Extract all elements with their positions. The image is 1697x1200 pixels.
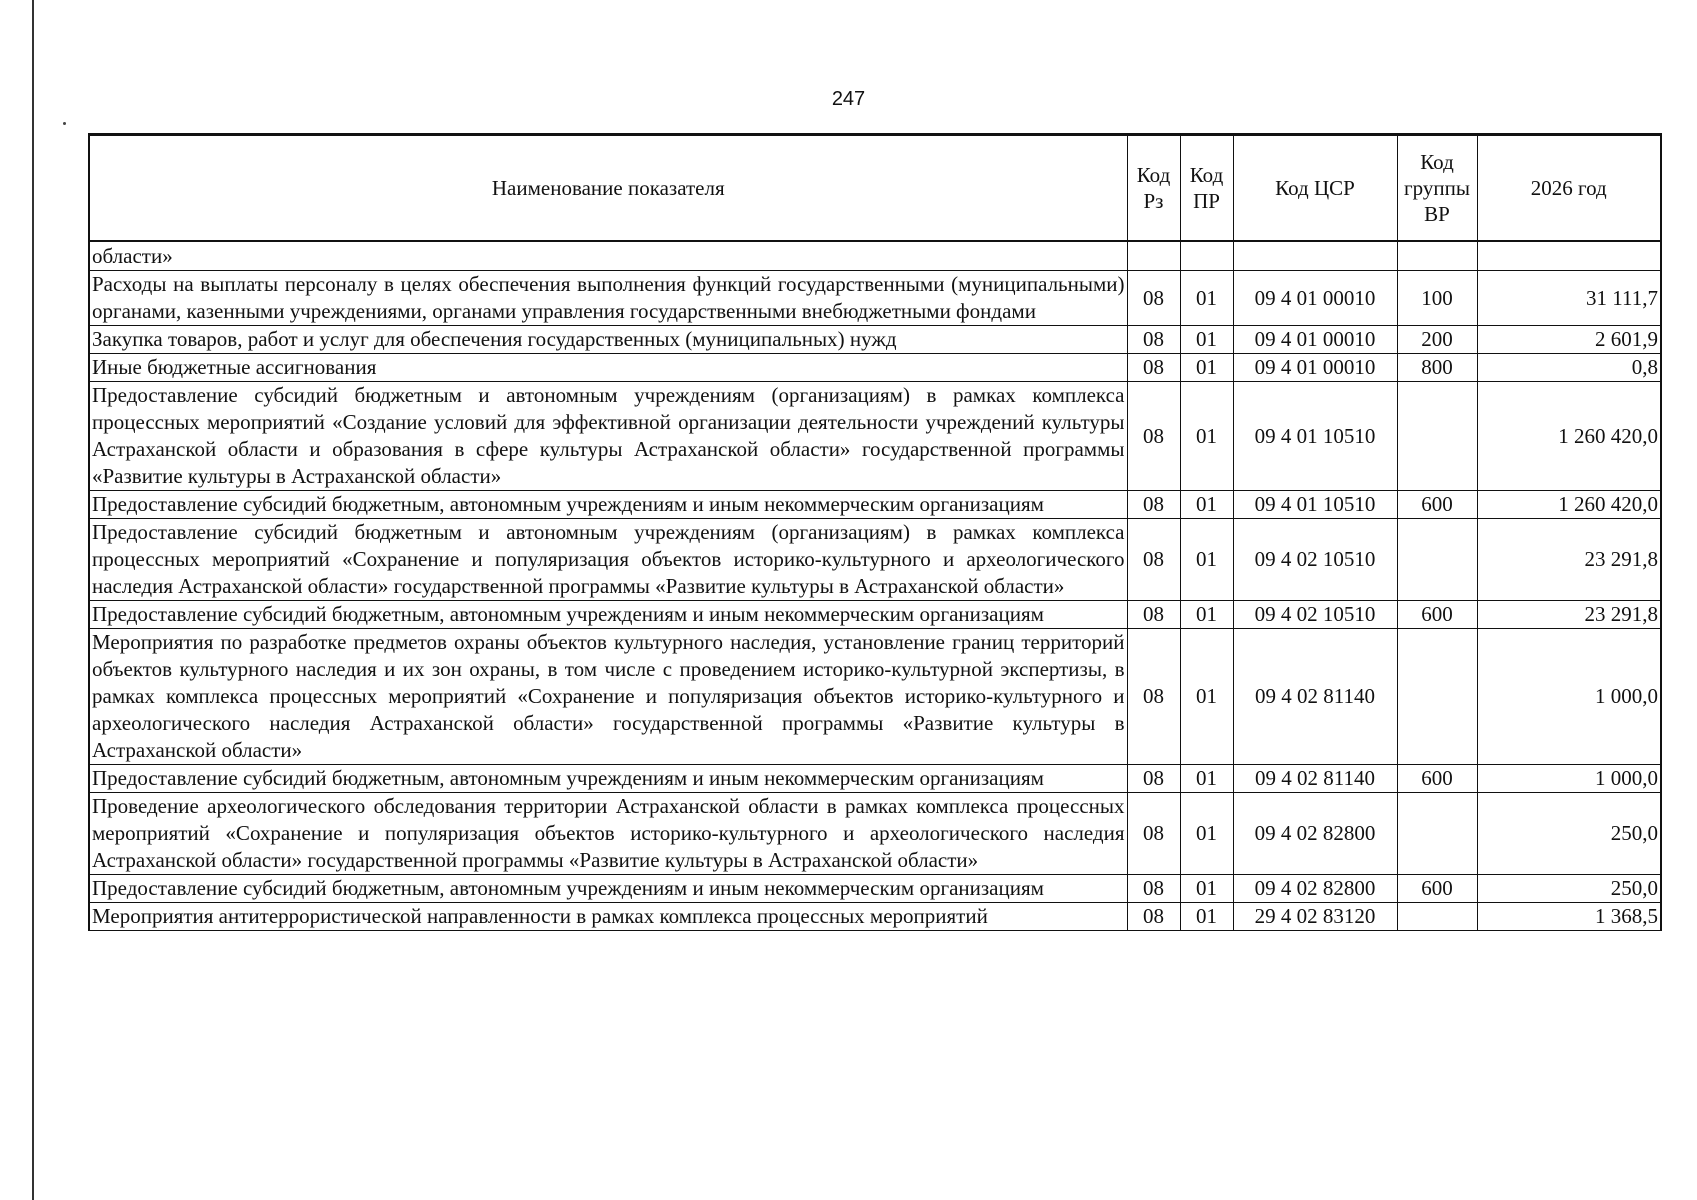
table-row (89, 354, 1661, 382)
header-name: Наименование показателя (89, 135, 1127, 242)
table-row (89, 765, 1661, 793)
row-amount: 2 601,9 (1477, 326, 1661, 354)
row-name: Мероприятия антитеррористической направленности в рамках комплекса процессных мероприятий (89, 903, 1127, 931)
row-csr: 09 4 01 00010 (1233, 354, 1397, 382)
row-name: Мероприятия по разработке предметов охраны объектов культурного наследия, установление границ территорий объектов культурного наследия и их зон охраны, в том числе с проведением историко-культурной экспертизы, в рамках комплекса процессных мероприятий «Сохранение и популяризация объектов историко-культурного и археологического наследия Астраханской области» государственной программы «Развитие культуры в Астраханской области» (89, 629, 1127, 765)
row-vr (1397, 241, 1477, 271)
header-pr: Код ПР (1180, 135, 1233, 242)
row-name: Предоставление субсидий бюджетным, автономным учреждениям и иным некоммерческим организациям (89, 875, 1127, 903)
page-number: 247 (831, 88, 866, 110)
row-name: Закупка товаров, работ и услуг для обеспечения государственных (муниципальных) нужд (89, 326, 1127, 354)
row-vr (1397, 903, 1477, 931)
row-vr: 600 (1397, 765, 1477, 793)
row-vr: 600 (1397, 601, 1477, 629)
row-name: Предоставление субсидий бюджетным, автономным учреждениям и иным некоммерческим организациям (89, 601, 1127, 629)
row-name: Предоставление субсидий бюджетным и автономным учреждениям (организациям) в рамках комплекса процессных мероприятий «Создание условий для эффективной организации деятельности учреждений культуры Астраханской области и образования в сфере культуры Астраханской области» государственной программы «Развитие культуры в Астраханской области» (89, 382, 1127, 491)
row-csr: 09 4 02 10510 (1233, 519, 1397, 601)
row-amount: 23 291,8 (1477, 601, 1661, 629)
row-csr: 09 4 01 10510 (1233, 491, 1397, 519)
row-pr: 01 (1180, 793, 1233, 875)
table-row (89, 382, 1661, 491)
row-pr: 01 (1180, 765, 1233, 793)
budget-table (88, 133, 1662, 931)
row-vr (1397, 382, 1477, 491)
row-rz: 08 (1127, 326, 1180, 354)
row-csr: 09 4 01 00010 (1233, 326, 1397, 354)
row-amount: 250,0 (1477, 875, 1661, 903)
row-csr: 09 4 02 82800 (1233, 793, 1397, 875)
row-csr: 09 4 02 10510 (1233, 601, 1397, 629)
scan-dot (63, 122, 66, 125)
row-vr (1397, 793, 1477, 875)
row-vr: 200 (1397, 326, 1477, 354)
row-pr: 01 (1180, 519, 1233, 601)
table-row (89, 875, 1661, 903)
table-row (89, 903, 1661, 931)
row-rz: 08 (1127, 875, 1180, 903)
row-rz: 08 (1127, 519, 1180, 601)
row-vr: 600 (1397, 875, 1477, 903)
row-pr: 01 (1180, 491, 1233, 519)
row-pr: 01 (1180, 382, 1233, 491)
row-name: Предоставление субсидий бюджетным, автономным учреждениям и иным некоммерческим организациям (89, 765, 1127, 793)
row-csr: 09 4 01 10510 (1233, 382, 1397, 491)
row-name: Иные бюджетные ассигнования (89, 354, 1127, 382)
table-row (89, 629, 1661, 765)
row-amount: 250,0 (1477, 793, 1661, 875)
row-name: Предоставление субсидий бюджетным, автономным учреждениям и иным некоммерческим организациям (89, 491, 1127, 519)
row-amount: 0,8 (1477, 354, 1661, 382)
row-csr: 09 4 02 82800 (1233, 875, 1397, 903)
header-year: 2026 год (1477, 135, 1661, 242)
row-pr: 01 (1180, 354, 1233, 382)
row-pr: 01 (1180, 601, 1233, 629)
row-rz (1127, 241, 1180, 271)
row-vr: 600 (1397, 491, 1477, 519)
row-pr: 01 (1180, 271, 1233, 326)
row-pr: 01 (1180, 629, 1233, 765)
row-name: Проведение археологического обследования территории Астраханской области в рамках комплекса процессных мероприятий «Сохранение и популяризация объектов историко-культурного и археологического наследия Астраханской области» государственной программы «Развитие культуры в Астраханской области» (89, 793, 1127, 875)
table-row (89, 601, 1661, 629)
row-rz: 08 (1127, 354, 1180, 382)
row-amount: 1 000,0 (1477, 765, 1661, 793)
row-name: области» (89, 241, 1127, 271)
row-vr (1397, 519, 1477, 601)
table-row (89, 519, 1661, 601)
row-csr: 29 4 02 83120 (1233, 903, 1397, 931)
row-csr: 09 4 02 81140 (1233, 765, 1397, 793)
row-name: Расходы на выплаты персоналу в целях обеспечения выполнения функций государственными (муниципальными) органами, казенными учреждениями, органами управления государственными внебюджетными фондами (89, 271, 1127, 326)
header-rz: Код Рз (1127, 135, 1180, 242)
row-pr: 01 (1180, 875, 1233, 903)
row-rz: 08 (1127, 793, 1180, 875)
row-amount: 1 260 420,0 (1477, 491, 1661, 519)
row-amount: 1 260 420,0 (1477, 382, 1661, 491)
table-row (89, 793, 1661, 875)
row-vr: 100 (1397, 271, 1477, 326)
row-rz: 08 (1127, 382, 1180, 491)
row-pr (1180, 241, 1233, 271)
row-rz: 08 (1127, 601, 1180, 629)
row-amount: 31 111,7 (1477, 271, 1661, 326)
table-header-row (89, 135, 1661, 242)
table-row (89, 241, 1661, 271)
row-amount: 23 291,8 (1477, 519, 1661, 601)
row-amount: 1 000,0 (1477, 629, 1661, 765)
table-row (89, 491, 1661, 519)
binding-edge-line (32, 0, 34, 1200)
row-rz: 08 (1127, 765, 1180, 793)
row-csr: 09 4 01 00010 (1233, 271, 1397, 326)
header-vr: Код группы ВР (1397, 135, 1477, 242)
table-row (89, 326, 1661, 354)
row-pr: 01 (1180, 326, 1233, 354)
row-vr: 800 (1397, 354, 1477, 382)
row-rz: 08 (1127, 629, 1180, 765)
header-csr: Код ЦСР (1233, 135, 1397, 242)
row-rz: 08 (1127, 903, 1180, 931)
row-csr: 09 4 02 81140 (1233, 629, 1397, 765)
row-csr (1233, 241, 1397, 271)
row-amount (1477, 241, 1661, 271)
table-row (89, 271, 1661, 326)
row-rz: 08 (1127, 271, 1180, 326)
row-name: Предоставление субсидий бюджетным и автономным учреждениям (организациям) в рамках комплекса процессных мероприятий «Сохранение и популяризация объектов историко-культурного и археологического наследия Астраханской области» государственной программы «Развитие культуры в Астраханской области» (89, 519, 1127, 601)
row-vr (1397, 629, 1477, 765)
row-amount: 1 368,5 (1477, 903, 1661, 931)
row-rz: 08 (1127, 491, 1180, 519)
row-pr: 01 (1180, 903, 1233, 931)
